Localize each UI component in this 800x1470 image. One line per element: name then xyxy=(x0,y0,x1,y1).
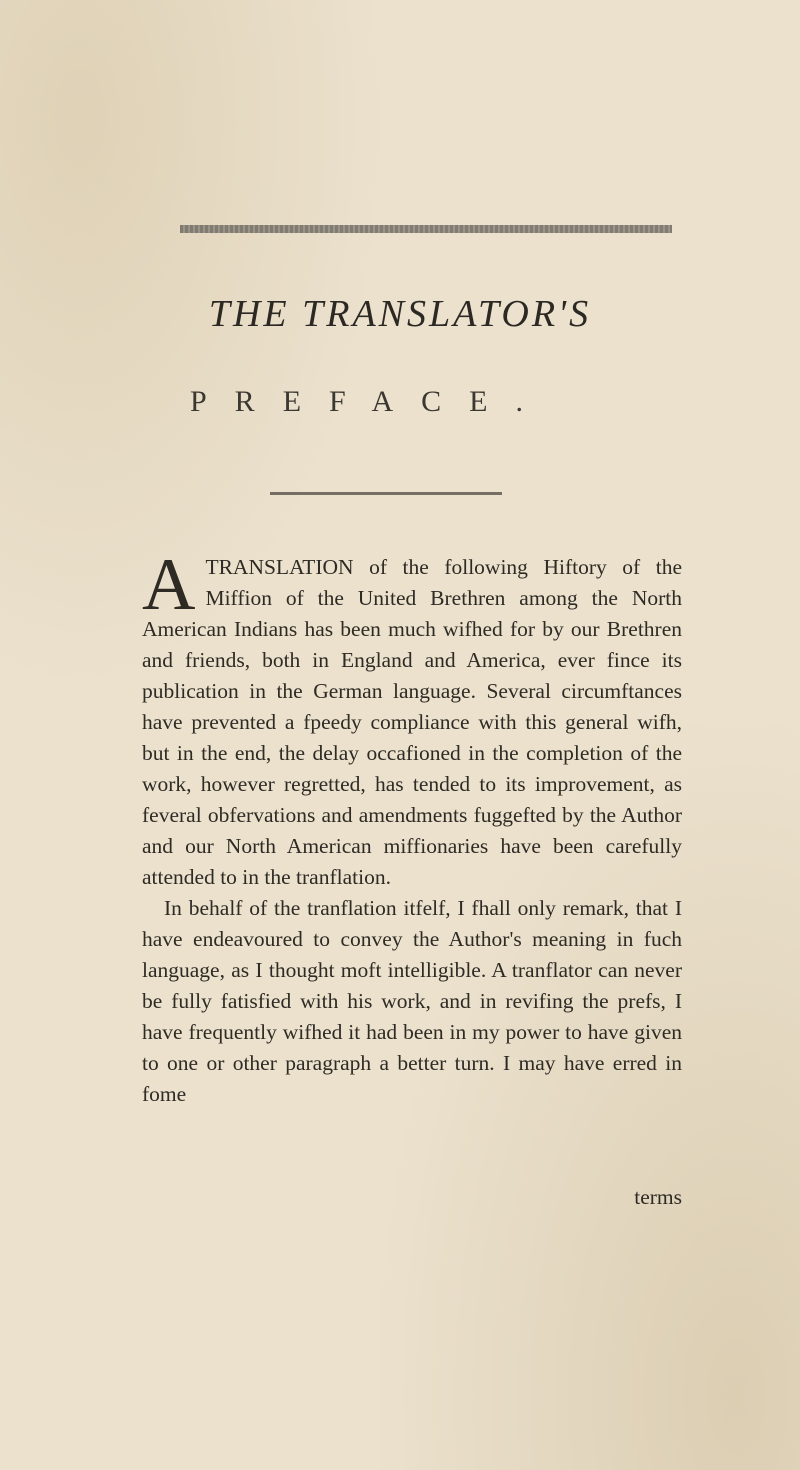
paragraph-2: In behalf of the tranflation itfelf, I fhall only remark, that I have endeavoured to convey the Author's meaning in fuch language, as I thought moft intelligible. A tranflator can never be fully fatisfied with his work, and in revifing the prefs, I have frequently wifhed it had been in my power to have given to one or other paragraph a better turn. I may have erred in fome xyxy=(142,896,682,1106)
top-ornamental-rule xyxy=(180,225,672,233)
paragraph-1 xyxy=(142,544,682,893)
catchword: terms xyxy=(634,1185,682,1209)
paragraph-1-text: TRANSLATION of the following Hiftory of the Miffion of the United Brethren among the North American Indians has been much wifhed for by our Brethren and friends, both in England and America, ever fince its publication in the German language. Several circumftances have prevented a fpeedy compliance with this general wifh, but in the end, the delay occafioned in the completion of the work, however regretted, has tended to its improvement, as feveral obfervations and amendments fuggefted by the Author and our North American miffionaries have been carefully attended to in the tranflation. xyxy=(142,555,682,889)
drop-cap: A xyxy=(142,544,196,626)
divider-rule xyxy=(270,492,502,495)
body-text xyxy=(142,544,682,1110)
page-heading: THE TRANSLATOR'S xyxy=(208,293,592,335)
page-subheading: PREFACE. xyxy=(190,385,551,418)
